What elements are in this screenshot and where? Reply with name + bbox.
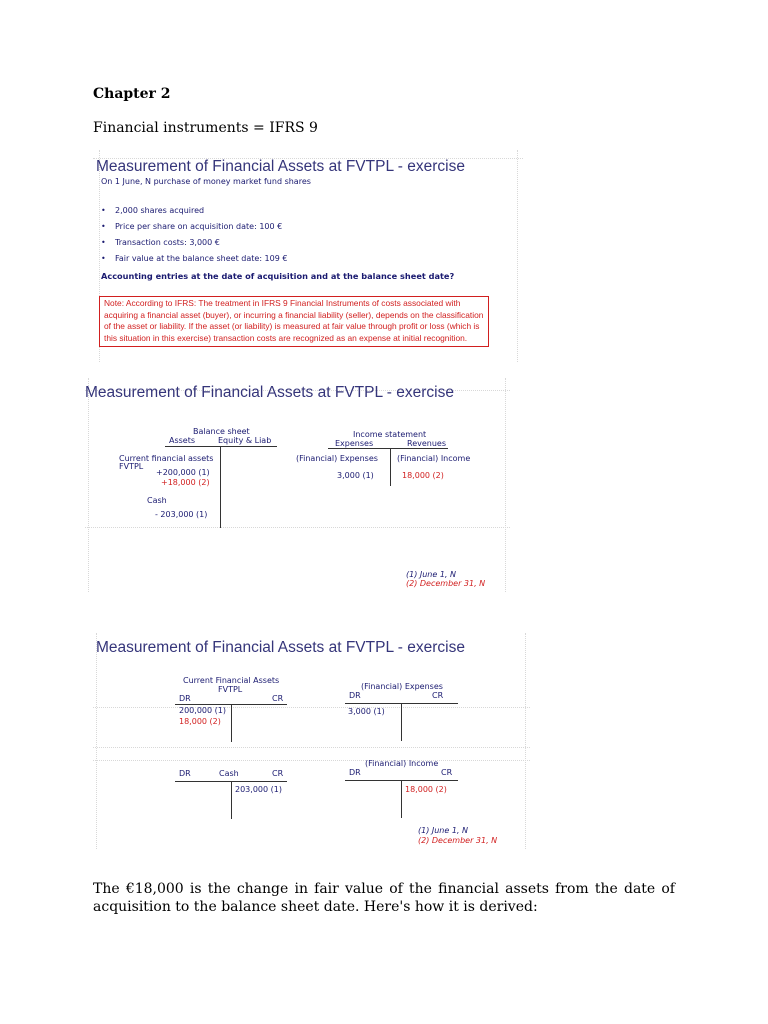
bs-header: Balance sheet	[193, 427, 250, 436]
cash-dr: DR	[179, 769, 191, 778]
is-revenues: Revenues	[407, 439, 447, 448]
is-header: Income statement	[353, 430, 427, 439]
slide-balance-sheet	[85, 378, 510, 592]
is-expenses: Expenses	[335, 439, 374, 448]
legend-line-1: (1) June 1, N	[418, 826, 468, 835]
bs-assets: Assets	[169, 436, 196, 445]
slide-title: Measurement of Financial Assets at FVTPL - exercise	[96, 639, 465, 656]
cash-label: Cash	[147, 496, 167, 505]
bs-horizontal-line	[165, 446, 277, 447]
question-text: Accounting entries at the date of acquisition and at the balance sheet date?	[101, 271, 455, 281]
cfa-label: Current financial assets	[119, 454, 214, 463]
expense-account-title: (Financial) Expenses	[361, 682, 443, 691]
cfa-account-sub: FVTPL	[218, 685, 243, 694]
cfa-cr: CR	[272, 694, 284, 703]
slide-subtitle: On 1 June, N purchase of money market fund shares	[101, 177, 311, 186]
cash-entry-1: 203,000 (1)	[235, 785, 282, 794]
bullet-item: • Price per share on acquisition date: 100 €	[101, 222, 287, 238]
income-dr: DR	[349, 768, 361, 777]
legend-line-2: (2) December 31, N	[406, 579, 486, 588]
income-value-2: 18,000 (2)	[402, 471, 444, 480]
cfa-account-title: Current Financial Assets	[183, 676, 280, 685]
fin-expenses-label: (Financial) Expenses	[296, 454, 378, 463]
cash-t-vertical	[231, 781, 232, 819]
expense-value-1: 3,000 (1)	[337, 471, 374, 480]
explanation-paragraph: The €18,000 is the change in fair value of the financial assets from the date of acquisition to the balance sheet date. Here's how it is derived:	[93, 881, 675, 915]
bullet-item: • Transaction costs: 3,000 €	[101, 238, 287, 254]
bullet-item: • Fair value at the balance sheet date: 109 €	[101, 254, 287, 270]
is-vertical-line	[390, 448, 391, 486]
income-account-title: (Financial) Income	[365, 759, 439, 768]
cash-account-title: Cash	[219, 769, 239, 778]
cfa-entry-2: 18,000 (2)	[179, 717, 221, 726]
cfa-sub: FVTPL	[119, 462, 144, 471]
legend-line-2: (2) December 31, N	[418, 836, 498, 845]
ifrs-note-box: Note: According to IFRS: The treatment in IFRS 9 Financial Instruments of costs associated with acquiring a financial asset (buyer), or incurring a financial liability (seller), depends on the classification of the asset or liability. If the asset (or liability) is measured at fair value through profit or loss (which is this situation in this exercise) transaction costs are recognized as an expense at initial recognition.	[99, 296, 489, 347]
expense-cr: CR	[432, 691, 444, 700]
cfa-value-2: +18,000 (2)	[161, 478, 210, 487]
income-cr: CR	[441, 768, 453, 777]
expense-dr: DR	[349, 691, 361, 700]
cfa-dr: DR	[179, 694, 191, 703]
bs-vertical-line	[220, 446, 221, 528]
cfa-value-1: +200,000 (1)	[156, 468, 210, 477]
income-entry-2: 18,000 (2)	[405, 785, 447, 794]
income-t-vertical	[401, 780, 402, 818]
cfa-entry-1: 200,000 (1)	[179, 706, 226, 715]
legend-line-1: (1) June 1, N	[406, 570, 456, 579]
slide-title: Measurement of Financial Assets at FVTPL - exercise	[85, 384, 454, 401]
is-horizontal-line	[328, 448, 448, 449]
bullet-list	[101, 206, 287, 270]
chapter-heading: Chapter 2	[93, 86, 171, 102]
slide-t-accounts	[93, 633, 530, 849]
fin-income-label: (Financial) Income	[397, 454, 471, 463]
slide-title: Measurement of Financial Assets at FVTPL - exercise	[96, 158, 465, 175]
bullet-item: • 2,000 shares acquired	[101, 206, 287, 222]
intro-line: Financial instruments = IFRS 9	[93, 120, 318, 136]
cash-value-1: - 203,000 (1)	[155, 510, 208, 519]
slide-exercise-statement	[93, 150, 523, 362]
expense-t-vertical	[401, 703, 402, 741]
expense-entry-1: 3,000 (1)	[348, 707, 385, 716]
cfa-t-vertical	[231, 704, 232, 742]
cash-cr: CR	[272, 769, 284, 778]
bs-equity: Equity & Liab	[218, 436, 272, 445]
